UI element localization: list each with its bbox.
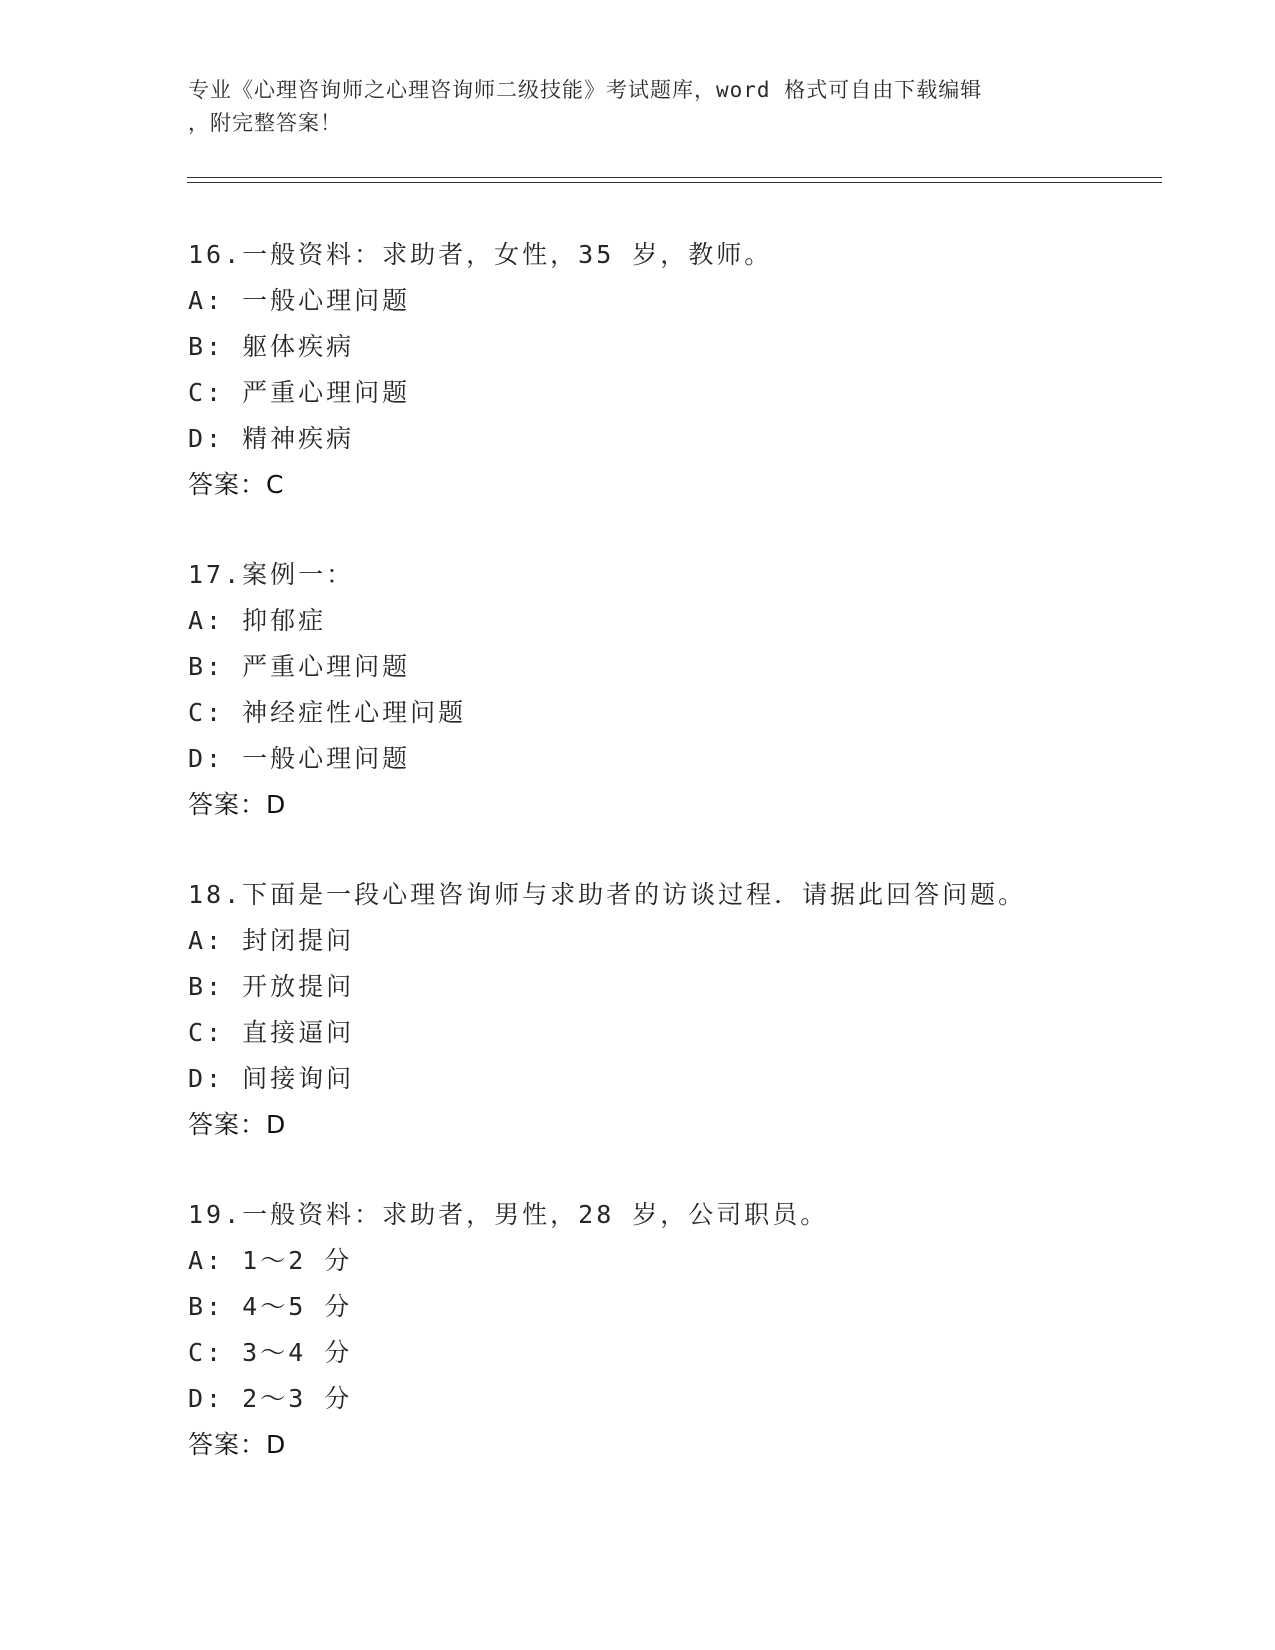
question-16 <box>188 232 1138 508</box>
option-a: A: 封闭提问 <box>188 926 355 955</box>
option-b: B: 开放提问 <box>188 972 355 1001</box>
option-c: C: 直接逼问 <box>188 1018 355 1047</box>
header-divider-top <box>187 177 1162 178</box>
option-d: D: 2～3 分 <box>188 1384 353 1413</box>
answer: 答案：D <box>188 1110 287 1139</box>
question-stem: 18.下面是一段心理咨询师与求助者的访谈过程．请据此回答问题。 <box>188 880 1027 909</box>
option-d: D: 间接询问 <box>188 1064 355 1093</box>
option-a: A: 1～2 分 <box>188 1246 353 1275</box>
answer: 答案：C <box>188 470 285 499</box>
option-c: C: 严重心理问题 <box>188 378 411 407</box>
option-a: A: 抑郁症 <box>188 606 327 635</box>
question-stem: 19.一般资料：求助者，男性，28 岁，公司职员。 <box>188 1200 829 1229</box>
option-d: D: 精神疾病 <box>188 424 355 453</box>
answer: 答案：D <box>188 1430 287 1459</box>
question-17 <box>188 552 1138 828</box>
option-c: C: 3～4 分 <box>188 1338 353 1367</box>
option-c: C: 神经症性心理问题 <box>188 698 467 727</box>
option-d: D: 一般心理问题 <box>188 744 411 773</box>
question-19 <box>188 1192 1138 1468</box>
option-b: B: 4～5 分 <box>188 1292 353 1321</box>
answer: 答案：D <box>188 790 287 819</box>
header-line-2: ，附完整答案！ <box>188 111 342 135</box>
option-a: A: 一般心理问题 <box>188 286 411 315</box>
question-stem: 16.一般资料：求助者，女性，35 岁，教师。 <box>188 240 773 269</box>
document-header <box>188 74 1068 140</box>
question-18 <box>188 872 1138 1148</box>
header-line-1: 专业《心理咨询师之心理咨询师二级技能》考试题库，word 格式可自由下载编辑 <box>188 78 983 102</box>
option-b: B: 躯体疾病 <box>188 332 355 361</box>
question-stem: 17.案例一： <box>188 560 355 589</box>
option-b: B: 严重心理问题 <box>188 652 411 681</box>
header-divider-bottom <box>187 182 1162 183</box>
